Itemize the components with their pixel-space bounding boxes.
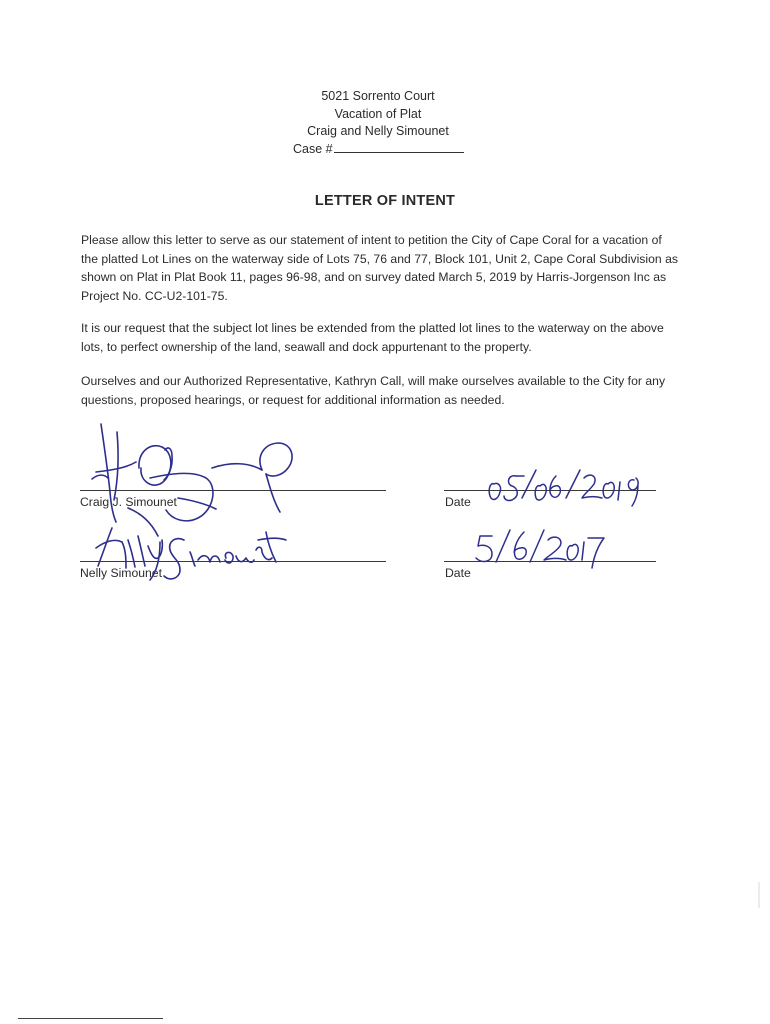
applicant-names: Craig and Nelly Simounet	[307, 124, 449, 138]
request-paragraph: It is our request that the subject lot lines be extended from the platted lot lines to the waterway on the above lots, to perfect ownership of the land, seawall and dock appurtenant to the property.	[81, 321, 664, 354]
date-line-nelly	[444, 561, 656, 562]
intent-paragraph: Please allow this letter to serve as our statement of intent to petition the City of Cape Coral for a vacation of the platted Lot Lines on the waterway side of Lots 75, 76 and 77, Block 101, Unit 2, Cape Coral Subdivision as shown on Plat in Plat Book 11, pages 96-98, and on survey dated March 5, 2019 by Harris-Jorgenson Inc as Project No. CC-U2-101-75.	[81, 233, 679, 303]
letter-title: LETTER OF INTENT	[314, 193, 456, 209]
property-address: 5021 Sorrento Court	[321, 89, 435, 103]
case-number-blank	[334, 152, 464, 153]
case-number-line	[250, 141, 506, 159]
signature-line-craig	[80, 490, 386, 491]
date-line-craig	[444, 490, 656, 491]
nelly-handwritten-date	[476, 530, 604, 568]
signature-line-nelly	[80, 561, 386, 562]
date-label-nelly: Date	[445, 566, 471, 580]
signer-name-craig: Craig J. Simounet	[80, 495, 177, 509]
date-label-craig: Date	[445, 495, 471, 509]
letter-header	[250, 88, 506, 158]
craig-signature-scribble	[92, 424, 292, 536]
case-label: Case #	[293, 141, 333, 156]
signer-name-nelly: Nelly Simounet	[80, 566, 162, 580]
contact-paragraph: Ourselves and our Authorized Representative, Kathryn Call, will make ourselves available to the City for any questions, proposed hearings, or request for additional information as needed.	[81, 374, 666, 407]
scan-edge-mark	[758, 882, 760, 908]
footer-rule	[18, 1018, 163, 1019]
craig-handwritten-date	[489, 470, 638, 506]
letter-subject: Vacation of Plat	[334, 106, 422, 121]
